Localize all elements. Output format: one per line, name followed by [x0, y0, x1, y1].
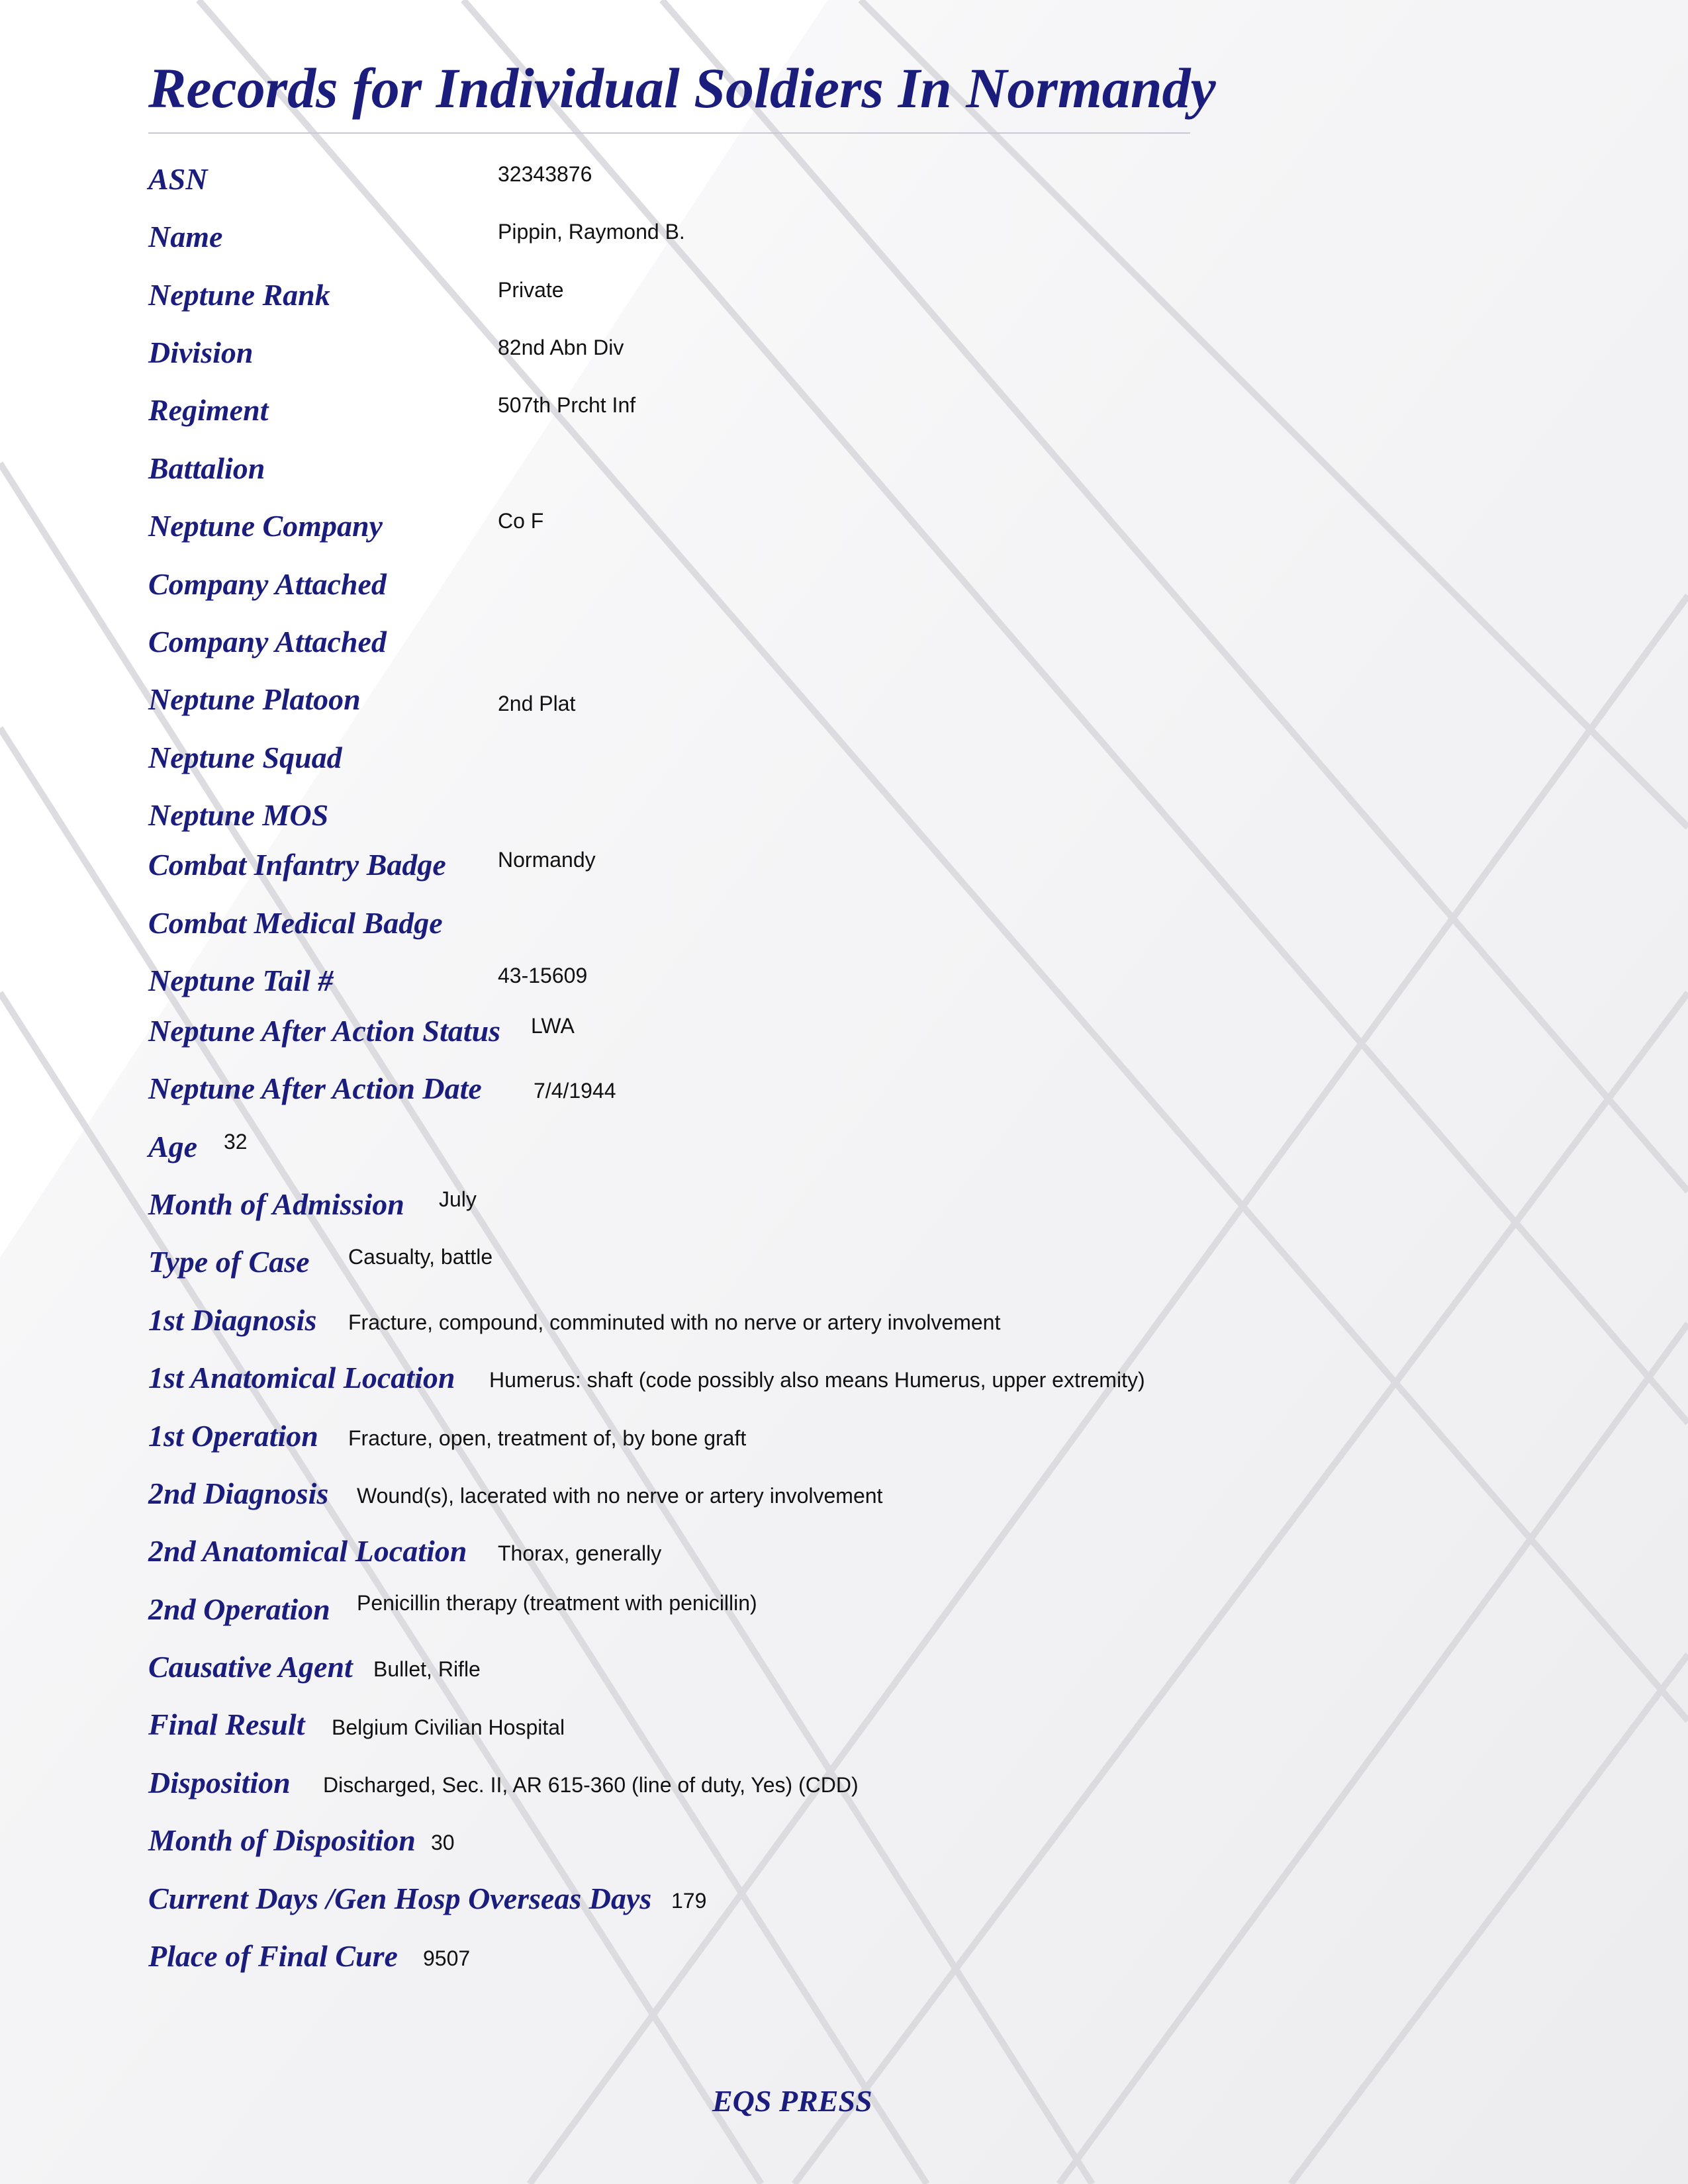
- field-value-neptune-company: Co F: [498, 509, 544, 533]
- field-value-1st-operation: Fracture, open, treatment of, by bone graft: [348, 1426, 747, 1450]
- field-label-2nd-operation: 2nd Operation: [148, 1592, 330, 1626]
- field-label-age: Age: [148, 1130, 198, 1163]
- page-title: Records for Individual Soldiers In Normandy: [148, 56, 1216, 120]
- field-label-combat-infantry-badge: Combat Infantry Badge: [148, 848, 446, 882]
- field-value-name: Pippin, Raymond B.: [498, 220, 685, 244]
- field-label-division: Division: [148, 336, 254, 369]
- field-value-causative-agent: Bullet, Rifle: [373, 1657, 481, 1681]
- field-value-final-result: Belgium Civilian Hospital: [332, 1715, 565, 1739]
- field-label-after-action-status: Neptune After Action Status: [148, 1014, 501, 1048]
- field-value-1st-diagnosis: Fracture, compound, comminuted with no nerve or artery involvement: [348, 1310, 1001, 1334]
- field-value-2nd-operation: Penicillin therapy (treatment with penicillin): [357, 1591, 757, 1615]
- field-value-neptune-rank: Private: [498, 278, 564, 302]
- field-value-1st-anatomical-location: Humerus: shaft (code possibly also means Humerus, upper extremity): [489, 1368, 1145, 1392]
- field-value-division: 82nd Abn Div: [498, 336, 624, 359]
- field-value-after-action-date: 7/4/1944: [534, 1079, 616, 1103]
- field-label-combat-medical-badge: Combat Medical Badge: [148, 906, 443, 940]
- title-divider: [148, 132, 1190, 134]
- field-value-age: 32: [224, 1130, 248, 1154]
- field-label-neptune-rank: Neptune Rank: [148, 278, 330, 312]
- field-value-combat-infantry-badge: Normandy: [498, 848, 596, 872]
- field-value-regiment: 507th Prcht Inf: [498, 393, 636, 417]
- field-label-neptune-tail-number: Neptune Tail #: [148, 964, 334, 997]
- field-value-after-action-status: LWA: [531, 1014, 575, 1038]
- field-label-neptune-mos: Neptune MOS: [148, 798, 329, 832]
- field-value-place-of-final-cure: 9507: [423, 1946, 471, 1970]
- field-value-2nd-diagnosis: Wound(s), lacerated with no nerve or artery involvement: [357, 1484, 883, 1508]
- field-label-causative-agent: Causative Agent: [148, 1650, 353, 1684]
- field-label-2nd-diagnosis: 2nd Diagnosis: [148, 1477, 329, 1510]
- field-value-month-of-admission: July: [439, 1187, 477, 1211]
- field-value-neptune-tail-number: 43-15609: [498, 964, 588, 987]
- field-label-1st-operation: 1st Operation: [148, 1419, 318, 1453]
- field-label-neptune-squad: Neptune Squad: [148, 741, 342, 774]
- field-label-month-of-disposition: Month of Disposition: [148, 1823, 416, 1857]
- field-label-2nd-anatomical-location: 2nd Anatomical Location: [148, 1534, 467, 1568]
- field-label-neptune-company: Neptune Company: [148, 509, 383, 543]
- field-label-type-of-case: Type of Case: [148, 1245, 310, 1279]
- field-label-regiment: Regiment: [148, 393, 269, 427]
- field-label-gen-hosp-overseas-days: Current Days /Gen Hosp Overseas Days: [148, 1882, 652, 1915]
- field-label-neptune-platoon: Neptune Platoon: [148, 682, 361, 716]
- field-label-1st-diagnosis: 1st Diagnosis: [148, 1303, 317, 1337]
- field-value-neptune-platoon: 2nd Plat: [498, 692, 576, 715]
- field-label-name: Name: [148, 220, 223, 253]
- field-label-asn: ASN: [148, 162, 208, 196]
- field-value-disposition: Discharged, Sec. II, AR 615-360 (line of duty, Yes) (CDD): [323, 1773, 859, 1797]
- publisher-footer: EQS PRESS: [712, 2084, 872, 2118]
- field-value-type-of-case: Casualty, battle: [348, 1245, 493, 1269]
- field-label-company-attached-2: Company Attached: [148, 625, 387, 659]
- field-label-battalion: Battalion: [148, 451, 265, 485]
- field-value-2nd-anatomical-location: Thorax, generally: [498, 1541, 662, 1565]
- field-label-month-of-admission: Month of Admission: [148, 1187, 404, 1221]
- field-label-1st-anatomical-location: 1st Anatomical Location: [148, 1361, 455, 1394]
- field-label-company-attached: Company Attached: [148, 567, 387, 601]
- field-value-asn: 32343876: [498, 162, 592, 186]
- field-label-after-action-date: Neptune After Action Date: [148, 1071, 482, 1105]
- field-value-gen-hosp-overseas-days: 179: [671, 1889, 707, 1913]
- field-label-disposition: Disposition: [148, 1766, 291, 1799]
- field-label-final-result: Final Result: [148, 1707, 305, 1741]
- field-value-month-of-disposition: 30: [431, 1831, 455, 1854]
- field-label-place-of-final-cure: Place of Final Cure: [148, 1939, 398, 1973]
